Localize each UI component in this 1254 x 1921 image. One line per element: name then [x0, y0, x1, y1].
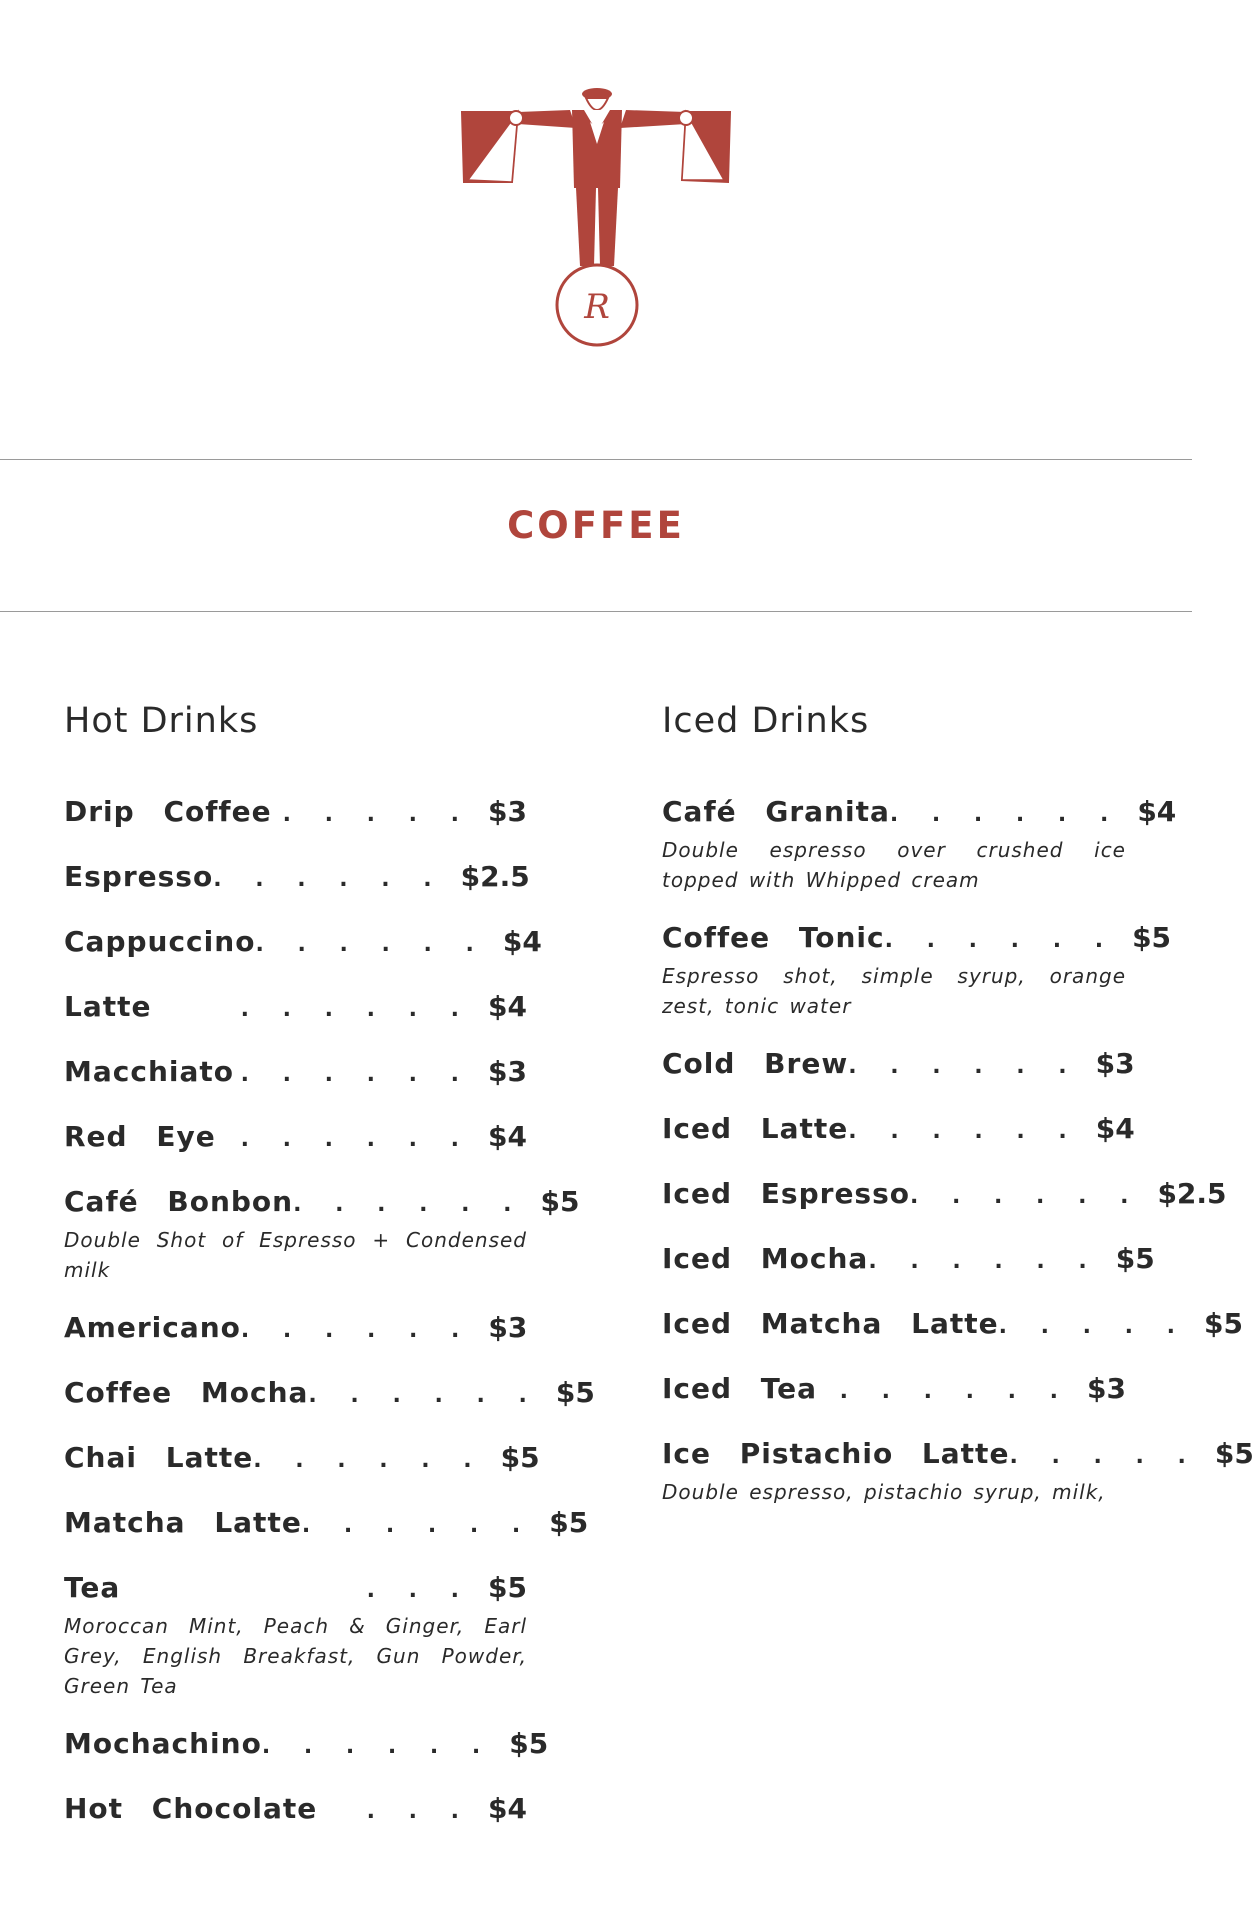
menu-item-description: Double espresso over crushed ice topped with Whipped cream	[662, 838, 1126, 892]
iced-drinks-column	[662, 700, 1254, 1531]
menu-item-price: $3	[488, 795, 527, 828]
menu-item	[64, 1725, 549, 1763]
menu-item	[64, 1569, 527, 1701]
menu-item-price: $2.5	[1157, 1177, 1227, 1210]
menu-item-price: $4	[1095, 1112, 1135, 1145]
menu-item-row	[662, 1305, 1244, 1343]
dot-leader: . . . . . .	[240, 1318, 473, 1343]
menu-item-name: Mochachino	[64, 1727, 262, 1760]
menu-item-name: Macchiato	[64, 1055, 234, 1088]
menu-item-name: Café Granita	[662, 795, 890, 828]
menu-item-price: $5	[555, 1376, 595, 1409]
menu-item-row	[64, 1504, 589, 1542]
hot-drinks-heading: Hot Drinks	[64, 701, 259, 741]
menu-item-description: Moroccan Mint, Peach & Ginger, Earl Grey, English Breakfast, Gun Powder, Green Tea	[64, 1614, 527, 1698]
menu-item	[662, 1240, 1155, 1278]
menu-item-description: Double espresso, pistachio syrup, milk,	[662, 1480, 1106, 1504]
menu-item-row	[662, 793, 1177, 831]
menu-item-row	[662, 1175, 1227, 1213]
menu-item-name: Americano	[64, 1311, 241, 1344]
menu-item-name: Ice Pistachio Latte	[662, 1437, 1010, 1470]
menu-item	[64, 1790, 527, 1828]
menu-item-price: $3	[488, 1055, 527, 1088]
dot-leader: . . . . . .	[213, 867, 445, 892]
menu-item-row	[662, 1240, 1155, 1278]
menu-item-row	[64, 1569, 527, 1607]
menu-item-name: Coffee Mocha	[64, 1376, 309, 1409]
menu-item	[64, 1309, 527, 1347]
menu-item-name: Iced Tea	[662, 1372, 818, 1405]
menu-item-row	[64, 1725, 549, 1763]
dot-leader: . . . . . .	[240, 1062, 473, 1087]
menu-item	[662, 1305, 1244, 1343]
menu-item-name: Red Eye	[64, 1120, 216, 1153]
menu-item	[64, 1504, 589, 1542]
menu-item-row	[64, 1374, 595, 1412]
menu-item-row	[64, 1790, 527, 1828]
menu-item-name: Tea	[64, 1571, 121, 1604]
menu-item-name: Iced Espresso	[662, 1177, 910, 1210]
dot-leader: . . . . . .	[293, 1192, 525, 1217]
menu-item-row	[64, 1053, 527, 1091]
menu-item-name: Café Bonbon	[64, 1185, 294, 1218]
dot-leader: . . . . .	[998, 1314, 1189, 1339]
menu-item-price: $3	[488, 1311, 528, 1344]
menu-item-row	[64, 923, 542, 961]
menu-item-row	[64, 1183, 580, 1221]
top-divider	[0, 459, 1192, 460]
dot-leader: . . .	[366, 1799, 473, 1824]
menu-item-price: $3	[1087, 1372, 1126, 1405]
menu-item	[662, 1175, 1227, 1213]
menu-item-name: Hot Chocolate	[64, 1792, 318, 1825]
menu-item-row	[662, 919, 1172, 957]
menu-item-row	[662, 1370, 1126, 1408]
menu-item	[64, 1374, 595, 1412]
svg-text:R: R	[584, 287, 610, 327]
menu-item	[662, 793, 1177, 895]
dot-leader: . . . . . .	[848, 1119, 1080, 1144]
menu-item-row	[662, 1435, 1254, 1473]
page-title: COFFEE	[507, 504, 685, 547]
hot-drinks-column	[64, 700, 595, 1855]
bottom-divider	[0, 611, 1192, 612]
menu-item-row	[662, 1045, 1135, 1083]
menu-item-row	[64, 1309, 527, 1347]
menu-item-row	[64, 988, 527, 1026]
menu-item-price: $5	[488, 1571, 527, 1604]
menu-item-row	[64, 1439, 540, 1477]
menu-item-price: $5	[500, 1441, 540, 1474]
dot-leader: . . . . . .	[261, 1734, 494, 1759]
menu-item-row	[64, 1118, 527, 1156]
menu-item-price: $5	[1214, 1437, 1254, 1470]
dot-leader: . . . . . .	[868, 1249, 1100, 1274]
iced-drinks-heading: Iced Drinks	[662, 701, 870, 741]
menu-item-price: $4	[488, 1120, 527, 1153]
menu-item	[662, 1045, 1135, 1083]
menu-item	[662, 1370, 1126, 1408]
dot-leader: . . . . . .	[884, 928, 1117, 953]
menu-item-price: $5	[1115, 1242, 1155, 1275]
menu-item-price: $2.5	[460, 860, 530, 893]
dot-leader: . . . . . .	[301, 1513, 534, 1538]
menu-item-name: Iced Mocha	[662, 1242, 869, 1275]
menu-item	[64, 923, 542, 961]
menu-item-price: $4	[502, 925, 542, 958]
dot-leader: . . . . . .	[308, 1383, 540, 1408]
menu-item-description: Double Shot of Espresso + Condensed milk	[64, 1228, 527, 1282]
menu-item-name: Coffee Tonic	[662, 921, 885, 954]
menu-item-price: $5	[1204, 1307, 1244, 1340]
menu-item-name: Chai Latte	[64, 1441, 254, 1474]
dot-leader: . . .	[366, 1578, 473, 1603]
menu-item-name: Matcha Latte	[64, 1506, 302, 1539]
menu-item	[662, 1435, 1254, 1507]
menu-item-price: $5	[549, 1506, 589, 1539]
menu-item-row	[64, 858, 530, 896]
menu-item-price: $5	[1132, 921, 1172, 954]
dot-leader: . . . . . .	[889, 802, 1122, 827]
menu-item-price: $4	[488, 990, 527, 1023]
hot-drinks-list	[64, 793, 595, 1828]
menu-item-name: Iced Matcha Latte	[662, 1307, 999, 1340]
dot-leader: . . . . . .	[240, 997, 473, 1022]
menu-item-name: Cappuccino	[64, 925, 256, 958]
menu-item	[64, 1118, 527, 1156]
menu-item-name: Drip Coffee	[64, 795, 272, 828]
menu-item-price: $5	[540, 1185, 580, 1218]
menu-item-row	[662, 1110, 1135, 1148]
menu-item	[64, 793, 527, 831]
menu-item-description: Espresso shot, simple syrup, orange zest, tonic water	[662, 964, 1126, 1018]
menu-item-price: $4	[488, 1792, 527, 1825]
menu-item	[662, 1110, 1135, 1148]
menu-item-name: Espresso	[64, 860, 214, 893]
menu-item-price: $5	[509, 1727, 549, 1760]
menu-item	[64, 988, 527, 1026]
iced-drinks-list	[662, 793, 1254, 1507]
menu-item-name: Latte	[64, 990, 152, 1023]
dot-leader: . . . . .	[282, 802, 473, 827]
menu-item	[64, 1439, 540, 1477]
dot-leader: . . . . . .	[240, 1127, 473, 1152]
menu-item	[64, 1183, 580, 1285]
menu-item	[662, 919, 1172, 1021]
menu-item-price: $3	[1095, 1047, 1135, 1080]
menu-item-name: Iced Latte	[662, 1112, 849, 1145]
menu-item	[64, 858, 530, 896]
dot-leader: . . . . . .	[255, 932, 487, 957]
menu-item-name: Cold Brew	[662, 1047, 849, 1080]
dot-leader: . . . . .	[1009, 1444, 1199, 1469]
menu-item-row	[64, 793, 527, 831]
sailor-logo-icon	[460, 88, 735, 368]
dot-leader: . . . . . .	[848, 1054, 1080, 1079]
dot-leader: . . . . . .	[253, 1448, 485, 1473]
dot-leader: . . . . . .	[839, 1379, 1072, 1404]
dot-leader: . . . . . .	[910, 1184, 1142, 1209]
menu-item-price: $4	[1137, 795, 1177, 828]
menu-item	[64, 1053, 527, 1091]
